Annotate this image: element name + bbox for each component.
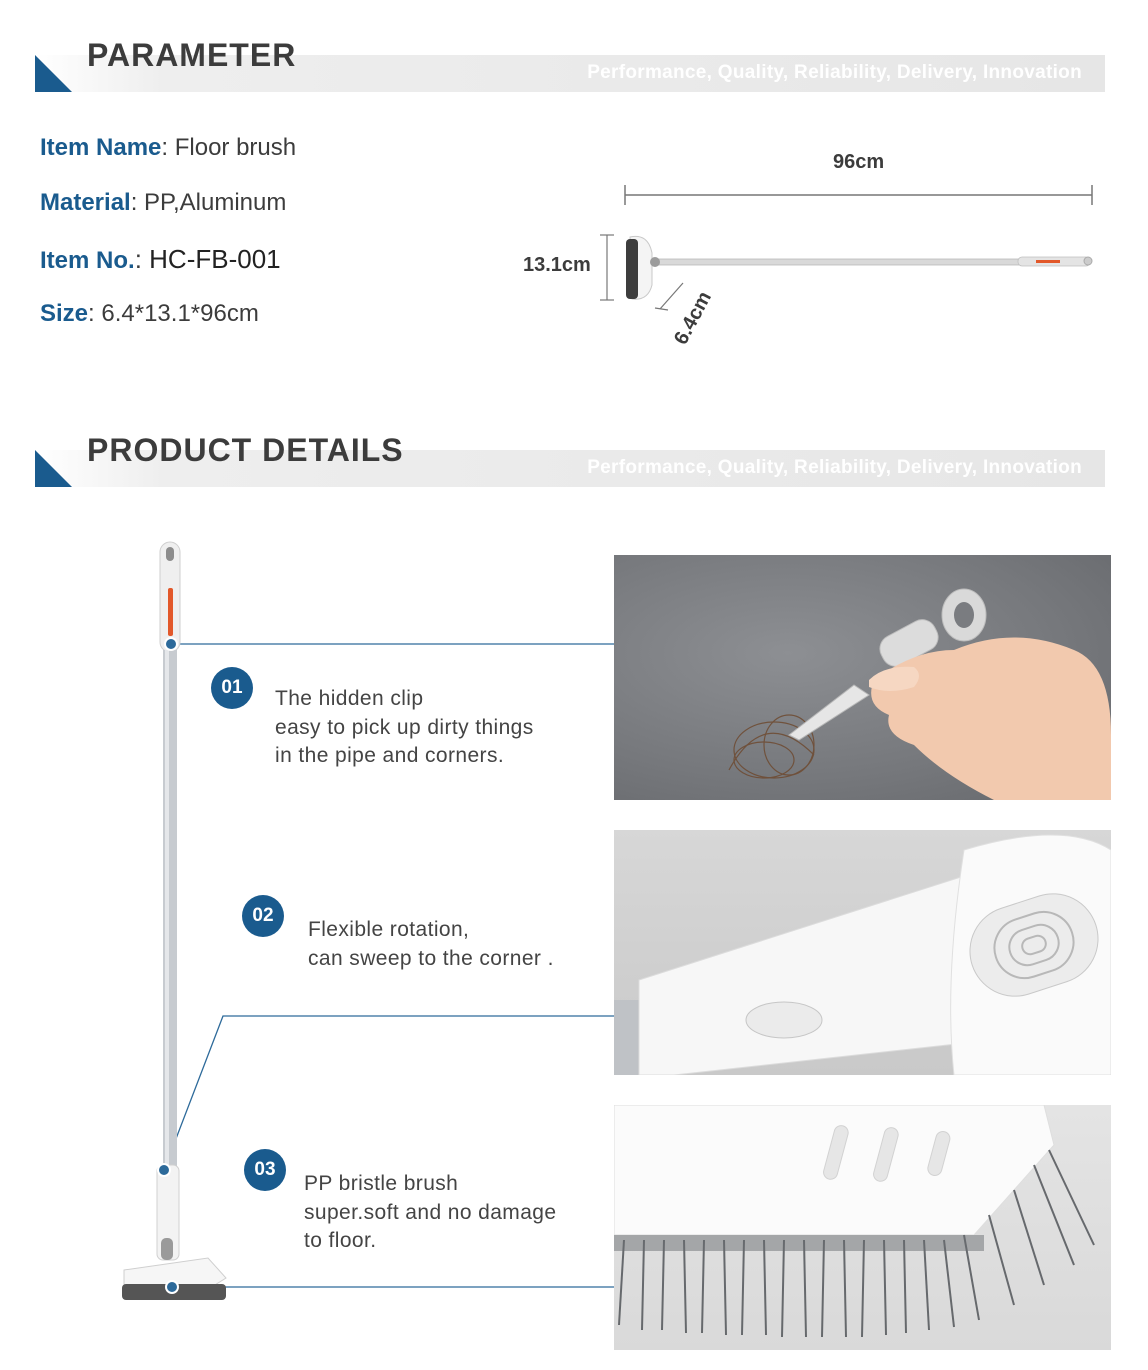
section-tagline: Performance, Quality, Reliability, Delivery, Innovation — [587, 457, 1082, 478]
dim-height-label: 13.1cm — [523, 254, 591, 276]
feature-number-badge: 03 — [244, 1149, 286, 1191]
param-material: Material: PP,Aluminum — [40, 189, 287, 216]
section-title-product-details: PRODUCT DETAILS — [87, 432, 404, 468]
feature-text: PP bristle brush super.soft and no damage to floor. — [304, 1172, 557, 1252]
brush-side-illustration — [590, 175, 1110, 325]
header-triangle — [35, 450, 72, 487]
photo-flexible-rotation — [614, 830, 1111, 1075]
section-title-parameter: PARAMETER — [87, 37, 297, 73]
header-triangle — [35, 55, 72, 92]
photo-hidden-clip — [614, 555, 1111, 800]
dim-length-label: 96cm — [833, 151, 885, 173]
feature-number-badge: 02 — [242, 895, 284, 937]
rotation-joint-illustration — [614, 830, 1111, 1075]
section-tagline: Performance, Quality, Reliability, Delivery, Innovation — [587, 62, 1082, 83]
dim-depth-label: 6.4cm — [670, 287, 717, 349]
feature-number-badge: 01 — [211, 667, 253, 709]
param-size: Size: 6.4*13.1*96cm — [40, 300, 259, 327]
param-item-name: Item Name: Floor brush — [40, 134, 297, 161]
param-item-no: Item No.: HC-FB-001 — [40, 244, 281, 274]
hand-clip-illustration — [614, 555, 1111, 800]
feature-text: The hidden clip easy to pick up dirty things in the pipe and corners. — [275, 687, 534, 767]
feature-text: Flexible rotation, can sweep to the corner . — [308, 918, 554, 970]
bristle-illustration — [614, 1105, 1111, 1350]
photo-pp-bristles — [614, 1105, 1111, 1350]
